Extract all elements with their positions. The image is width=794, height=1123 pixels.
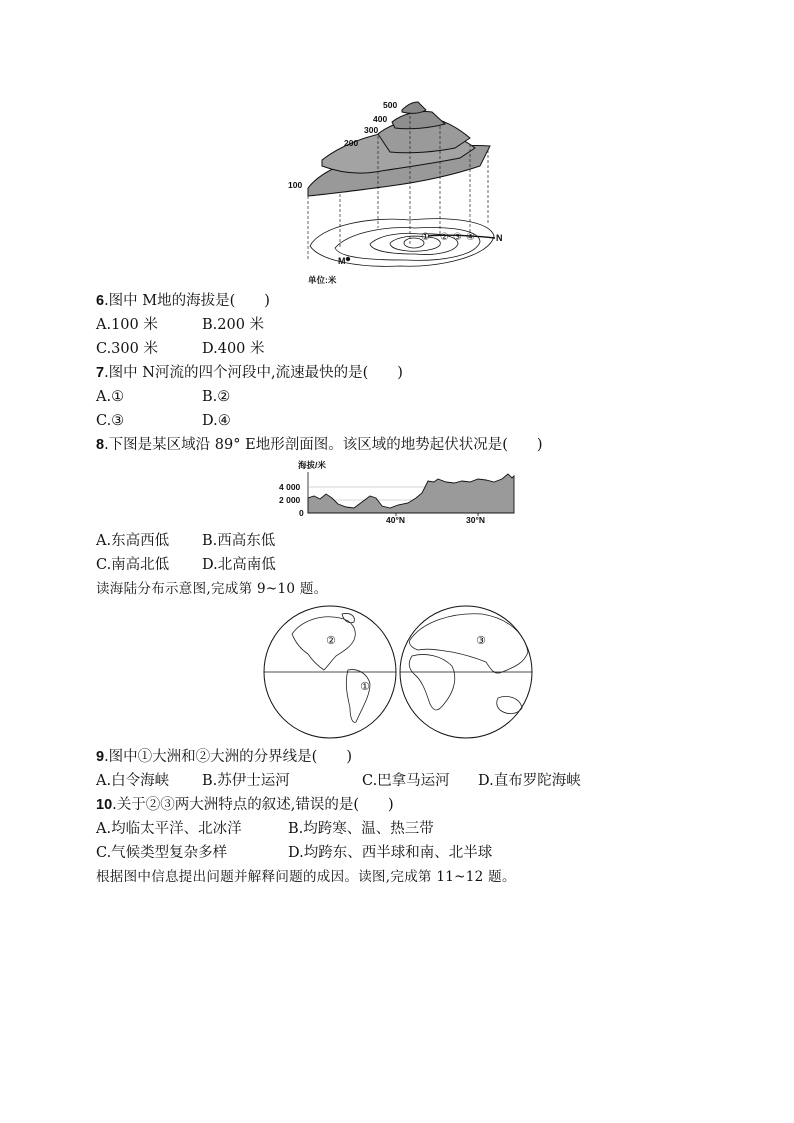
question-number: 6 — [96, 293, 105, 309]
continent-label-1: ① — [360, 681, 370, 693]
terrain-layer-500 — [402, 102, 426, 113]
world-hemispheres-figure — [262, 604, 534, 740]
segment-label-3: ③ — [453, 232, 462, 243]
question-10 — [96, 796, 394, 814]
point-label-m: M — [338, 256, 346, 266]
profile-xtick-40n: 40°N — [386, 515, 405, 524]
profile-ytick-0: 0 — [299, 508, 304, 518]
option-a: A.① — [96, 389, 125, 405]
option-d: D.400 米 — [202, 341, 265, 357]
segment-label-2: ② — [440, 232, 449, 243]
question-number: 7 — [96, 365, 105, 381]
option-a: A.均临太平洋、北冰洋 — [96, 821, 242, 837]
contour-label-200: 200 — [344, 138, 359, 148]
question-8 — [96, 436, 543, 454]
contour-label-500: 500 — [383, 100, 398, 110]
option-c: C.300 米 — [96, 341, 158, 357]
question-stem: .图中 N河流的四个河段中,流速最快的是( ) — [104, 365, 403, 381]
question-9 — [96, 748, 352, 766]
option-d: D.北高南低 — [202, 557, 276, 573]
question-stem: .图中 M地的海拔是( ) — [104, 293, 270, 309]
continent-label-3: ③ — [476, 635, 486, 647]
option-c: C.③ — [96, 413, 125, 429]
option-d: D.均跨东、西半球和南、北半球 — [288, 845, 493, 861]
point-m-marker — [346, 257, 350, 261]
option-c: C.巴拿马运河 — [362, 773, 450, 789]
question-7 — [96, 364, 403, 382]
continent-label-2: ② — [326, 635, 336, 647]
option-b: B.200 米 — [202, 317, 265, 333]
option-a: A.白令海峡 — [96, 773, 170, 789]
terrain-contour-figure — [280, 96, 520, 288]
contour-label-300: 300 — [364, 125, 379, 135]
profile-ytick-2000: 2 000 — [279, 495, 301, 505]
option-d: D.直布罗陀海峡 — [478, 773, 581, 789]
option-b: B.西高东低 — [202, 533, 276, 549]
question-number: 10 — [96, 797, 113, 813]
question-number: 9 — [96, 749, 105, 765]
question-stem: .下图是某区域沿 89° E地形剖面图。该区域的地势起伏状况是( ) — [104, 437, 543, 453]
terrain-layer-400 — [392, 111, 445, 128]
question-6 — [96, 292, 270, 310]
instruction-q9-10: 读海陆分布示意图,完成第 9~10 题。 — [96, 581, 328, 597]
question-stem: .图中①大洲和②大洲的分界线是( ) — [104, 749, 352, 765]
option-a: A.100 米 — [96, 317, 158, 333]
option-b: B.苏伊士运河 — [202, 773, 290, 789]
profile-ytick-4000: 4 000 — [279, 482, 301, 492]
river-label-n: N — [496, 233, 503, 243]
segment-label-4: ④ — [466, 232, 475, 243]
instruction-q11-12: 根据图中信息提出问题并解释问题的成因。读图,完成第 11~12 题。 — [96, 869, 516, 885]
profile-ylabel: 海拔/米 — [298, 460, 326, 470]
unit-label: 单位:米 — [308, 275, 337, 285]
contour-label-100: 100 — [288, 180, 303, 190]
option-b: B.② — [202, 389, 231, 405]
option-c: C.气候类型复杂多样 — [96, 845, 228, 861]
option-d: D.④ — [202, 413, 231, 429]
contour-label-400: 400 — [373, 114, 388, 124]
option-b: B.均跨寒、温、热三带 — [288, 821, 434, 837]
option-c: C.南高北低 — [96, 557, 170, 573]
option-a: A.东高西低 — [96, 533, 170, 549]
terrain-profile-figure — [278, 458, 520, 524]
question-number: 8 — [96, 437, 105, 453]
question-stem: .关于②③两大洲特点的叙述,错误的是( ) — [112, 797, 394, 813]
segment-label-1: ① — [421, 232, 430, 243]
profile-xtick-30n: 30°N — [466, 515, 485, 524]
profile-terrain — [308, 474, 514, 513]
